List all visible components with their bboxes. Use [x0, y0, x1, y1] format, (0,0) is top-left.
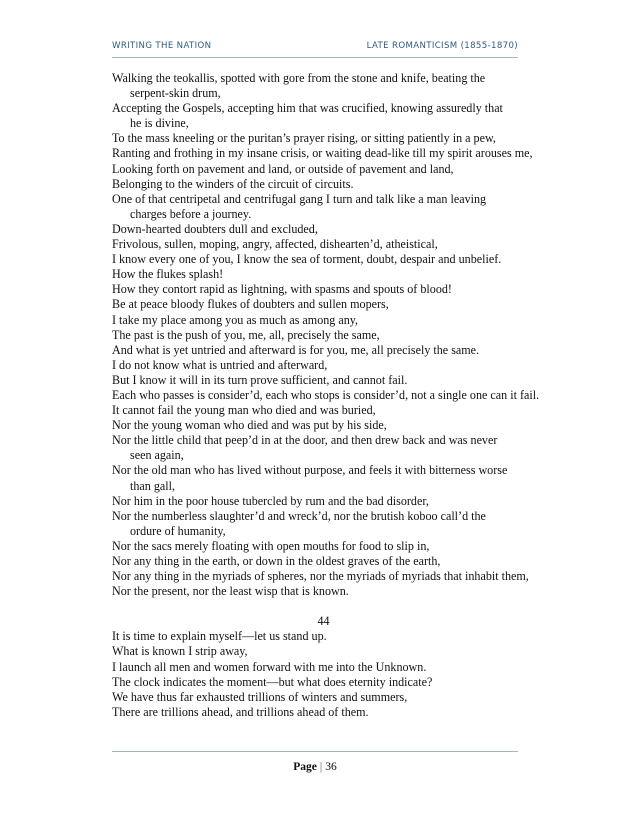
poem-line: What is known I strip away, — [112, 644, 248, 659]
poem-line-continuation: he is divine, — [130, 116, 189, 131]
poem-line: We have thus far exhausted trillions of winters and summers, — [112, 689, 408, 704]
page-separator: | — [319, 761, 323, 773]
header-right-title: LATE ROMANTICISM (1855-1870) — [366, 41, 518, 51]
poem-line: Be at peace bloody flukes of doubters and sullen mopers, — [112, 297, 389, 312]
poem-line: I launch all men and women forward with me into the Unknown. — [112, 659, 427, 674]
poem-line: Nor the little child that peep’d in at the door, and then drew back and was never — [112, 433, 498, 448]
poem-line: I know every one of you, I know the sea of torment, doubt, despair and unbelief. — [112, 252, 502, 267]
poem-line: It is time to explain myself—let us stand up. — [112, 629, 327, 644]
poem-line-continuation: seen again, — [130, 448, 184, 463]
stanza-44 — [112, 629, 527, 720]
poem-line: Nor the sacs merely floating with open mouths for food to slip in, — [112, 538, 430, 553]
poem-line-continuation: ordure of humanity, — [130, 523, 226, 538]
poem-line-continuation: charges before a journey. — [130, 206, 252, 221]
poem-line: Frivolous, sullen, moping, angry, affected, dishearten’d, atheistical, — [112, 237, 438, 252]
poem-line: Nor him in the poor house tubercled by rum and the bad disorder, — [112, 493, 429, 508]
page-label: Page — [293, 761, 317, 773]
poem-line: I take my place among you as much as among any, — [112, 312, 359, 327]
poem-line: There are trillions ahead, and trillions ahead of them. — [112, 704, 369, 719]
poem-line-continuation: serpent-skin drum, — [130, 86, 221, 101]
poem-text — [112, 71, 540, 720]
poem-line: Nor any thing in the earth, or down in the oldest graves of the earth, — [112, 554, 441, 568]
poem-line: It cannot fail the young man who died and was buried, — [112, 403, 376, 418]
section-number: 44 — [317, 614, 330, 629]
poem-line: Each who passes is consider’d, each who stops is consider’d, not a single one can it fail. — [112, 387, 540, 402]
stanza-43-continued — [112, 71, 540, 599]
poem-line: How the flukes splash! — [112, 267, 224, 282]
poem-line: To the mass kneeling or the puritan’s prayer rising, or sitting patiently in a pew, — [112, 131, 496, 146]
section-gap — [112, 599, 527, 614]
page-footer — [0, 761, 630, 773]
poem-line: I do not know what is untried and afterward, — [112, 357, 328, 372]
poem-line: Nor the young woman who died and was put by his side, — [112, 418, 387, 433]
poem-line-continuation: than gall, — [130, 478, 176, 493]
poem-line: Ranting and frothing in my insane crisis, or waiting dead-like till my spirit arouses me, — [112, 146, 533, 161]
poem-line: Nor the present, nor the least wisp that is known. — [112, 584, 349, 599]
header-divider — [112, 57, 518, 58]
poem-line: Looking forth on pavement and land, or outside of pavement and land, — [112, 161, 454, 176]
poem-line: The clock indicates the moment—but what does eternity indicate? — [112, 674, 433, 689]
poem-line: Nor the numberless slaughter’d and wreck’d, nor the brutish koboo call’d the — [112, 508, 486, 523]
poem-line: The past is the push of you, me, all, precisely the same, — [112, 327, 380, 342]
poem-line: Accepting the Gospels, accepting him that was crucified, knowing assuredly that — [112, 101, 503, 116]
footer-divider — [112, 751, 518, 752]
poem-line: One of that centripetal and centrifugal gang I turn and talk like a man leaving — [112, 191, 487, 206]
poem-line: Nor the old man who has lived without purpose, and feels it with bitterness worse — [112, 463, 508, 478]
header-left-title: WRITING THE NATION — [112, 41, 212, 51]
poem-line: How they contort rapid as lightning, with spasms and spouts of blood! — [112, 282, 452, 297]
poem-line: Down-hearted doubters dull and excluded, — [112, 221, 318, 236]
poem-line: Belonging to the winders of the circuit of circuits. — [112, 176, 354, 191]
running-header — [112, 41, 518, 51]
poem-line: But I know it will in its turn prove sufficient, and cannot fail. — [112, 372, 408, 387]
page-number: 36 — [325, 761, 337, 773]
poem-line: Walking the teokallis, spotted with gore from the stone and knife, beating the — [112, 71, 486, 85]
poem-line: Nor any thing in the myriads of spheres, nor the myriads of myriads that inhabit them, — [112, 569, 529, 584]
poem-line: And what is yet untried and afterward is for you, me, all precisely the same. — [112, 342, 480, 357]
